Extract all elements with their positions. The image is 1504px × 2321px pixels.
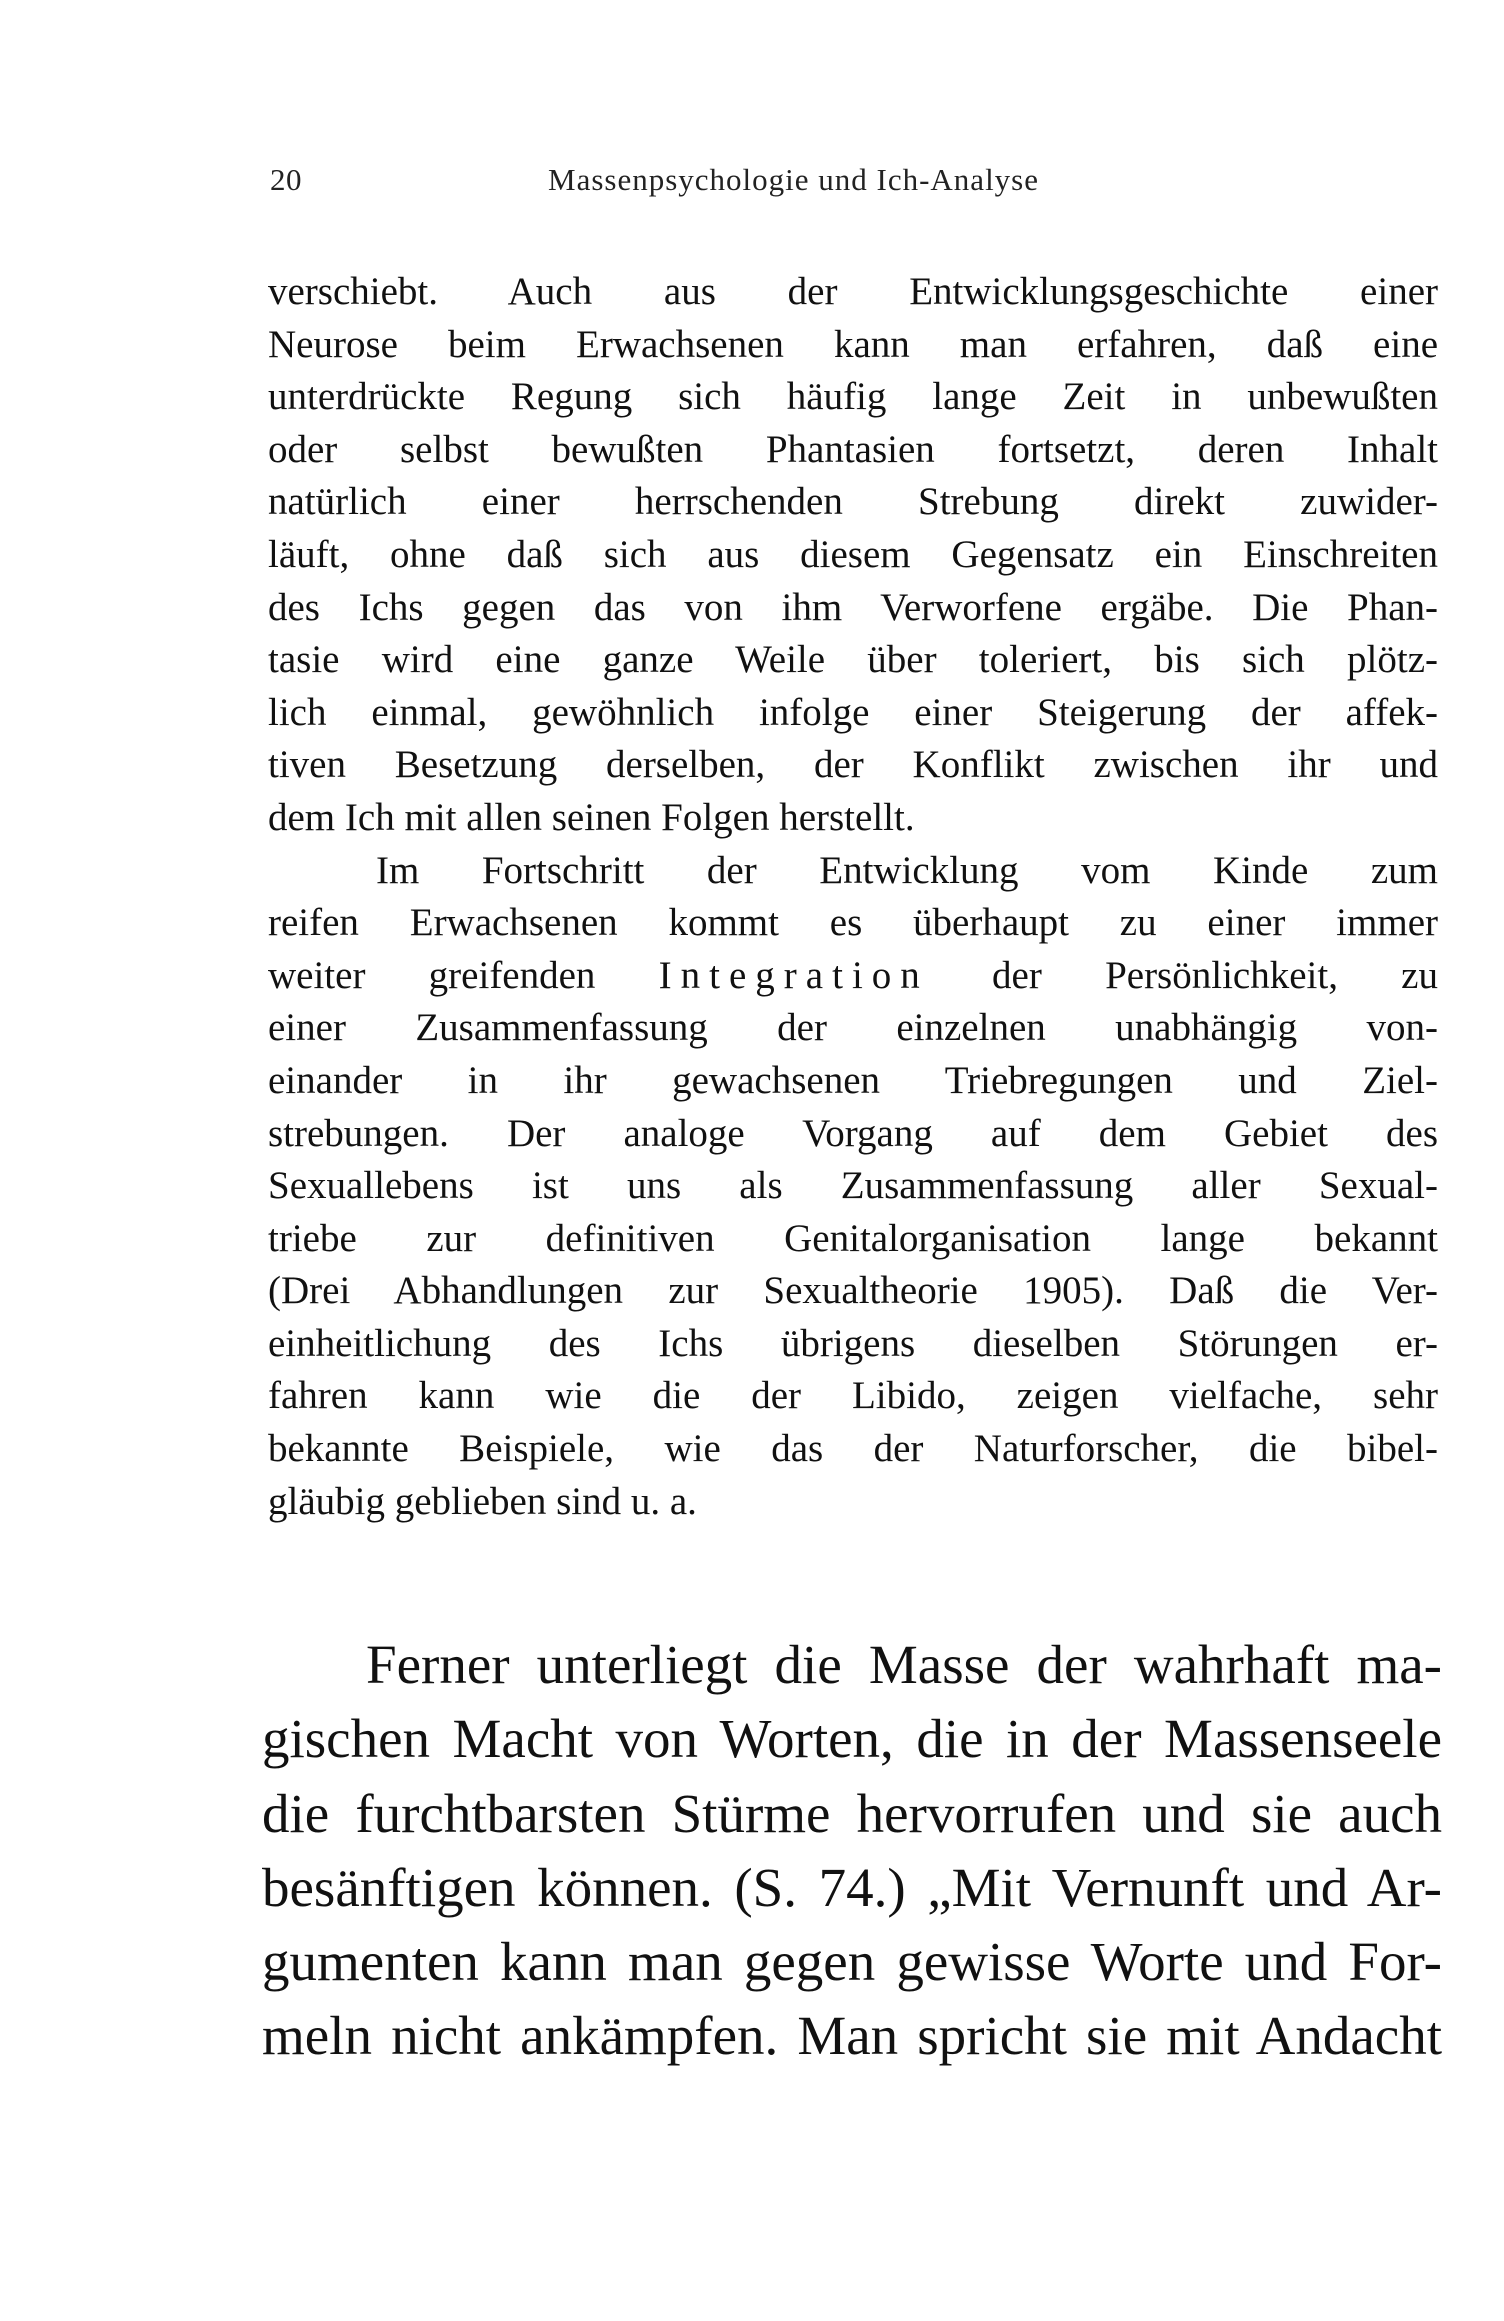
text-line: fahren kann wie die der Libido, zeigen vielfache, sehr [268, 1374, 1438, 1418]
text-line: des Ichs gegen das von ihm Verworfene ergäbe. Die Phan- [268, 585, 1438, 629]
text-line: dem Ich mit allen seinen Folgen herstellt. [268, 795, 915, 839]
text-line: strebungen. Der analoge Vorgang auf dem Gebiet des [268, 1111, 1438, 1155]
text-segment: der Persönlichkeit, zu [928, 953, 1438, 997]
text-line: verschiebt. Auch aus der Entwicklungsgeschichte einer [268, 270, 1438, 313]
footnote-text-block [268, 266, 1438, 1528]
text-line: triebe zur definitiven Genitalorganisation lange bekannt [268, 1216, 1438, 1260]
text-line: reifen Erwachsenen kommt es überhaupt zu einer immer [268, 901, 1438, 945]
text-line-with-spaced-word [268, 950, 1438, 1003]
text-line: (Drei Abhandlungen zur Sexualtheorie 1905). Daß die Ver- [268, 1269, 1438, 1313]
footnote-paragraph-1 [268, 266, 1438, 845]
page-number: 20 [270, 162, 302, 197]
text-line: oder selbst bewußten Phantasien fortsetzt, deren Inhalt [268, 427, 1438, 471]
footnote-paragraph-2 [268, 845, 1438, 1529]
text-line: gischen Macht von Worten, die in der Massenseele [262, 1708, 1442, 1770]
text-line: läuft, ohne daß sich aus diesem Gegensatz ein Einschreiten [268, 532, 1438, 576]
text-line: bekannte Beispiele, wie das der Naturforscher, die bibel- [268, 1427, 1438, 1471]
text-line: die furchtbarsten Stürme hervorrufen und sie auch [262, 1782, 1442, 1844]
main-paragraph [262, 1628, 1442, 2074]
text-segment: weiter greifenden [268, 953, 659, 997]
text-line: Im Fortschritt der Entwicklung vom Kinde zum [376, 848, 1438, 892]
text-line: Ferner unterliegt die Masse der wahrhaft ma- [366, 1634, 1442, 1695]
text-line: tasie wird eine ganze Weile über toleriert, bis sich plötz- [268, 638, 1438, 682]
text-line: meln nicht ankämpfen. Man spricht sie mit Andacht [262, 2005, 1442, 2067]
text-line: gläubig geblieben sind u. a. [268, 1479, 697, 1523]
text-line: einander in ihr gewachsenen Triebregungen und Ziel- [268, 1058, 1438, 1102]
main-text-block [262, 1628, 1442, 2074]
text-line: besänftigen können. (S. 74.) „Mit Vernunft und Ar- [262, 1856, 1442, 1918]
text-line: unterdrückte Regung sich häufig lange Zeit in unbewußten [268, 375, 1438, 419]
text-line: lich einmal, gewöhnlich infolge einer Steigerung der affek- [268, 690, 1438, 734]
text-line: Neurose beim Erwachsenen kann man erfahren, daß eine [268, 322, 1438, 366]
spaced-emphasis-word: Integration [658, 953, 929, 997]
running-title: Massenpsychologie und Ich-Analyse [548, 162, 1040, 197]
text-line: einheitlichung des Ichs übrigens dieselben Störungen er- [268, 1321, 1438, 1365]
text-line: natürlich einer herrschenden Strebung direkt zuwider- [268, 480, 1438, 524]
text-line: einer Zusammenfassung der einzelnen unabhängig von- [268, 1006, 1438, 1050]
text-line: Sexuallebens ist uns als Zusammenfassung aller Sexual- [268, 1164, 1438, 1208]
text-line: gumenten kann man gegen gewisse Worte und For- [262, 1931, 1442, 1993]
running-head [270, 160, 1450, 200]
text-line: tiven Besetzung derselben, der Konflikt zwischen ihr und [268, 743, 1438, 787]
